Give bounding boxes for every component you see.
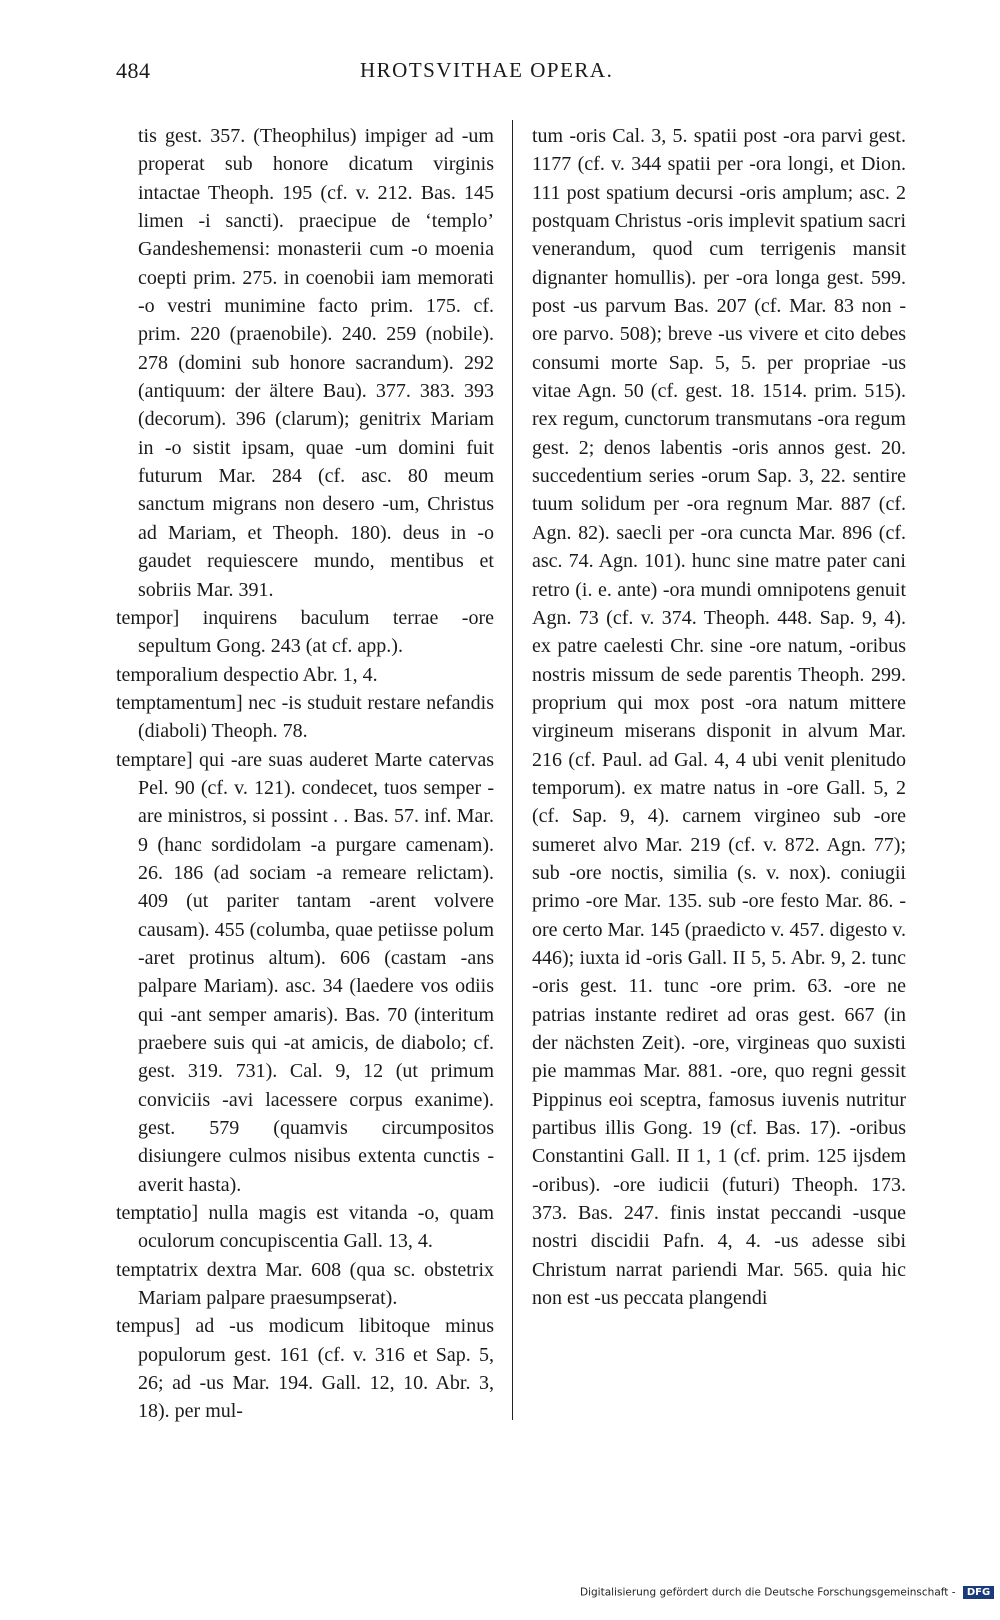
dfg-logo: DFG — [963, 1586, 994, 1599]
left-column — [116, 122, 494, 1432]
dictionary-entry: temporalium despectio Abr. 1, 4. — [116, 663, 378, 686]
column-divider — [512, 120, 513, 1420]
digitization-footer — [580, 1586, 991, 1606]
footer-text: Digitalisierung gefördert durch die Deutsche Forschungsgemeinschaft - — [580, 1586, 956, 1599]
running-title: HROTSVITHAE OPERA. — [360, 58, 614, 82]
right-column — [532, 122, 906, 1432]
dictionary-entry: temptatrix dextra Mar. 608 (qua sc. obstetrix Mariam palpare praesumpserat). — [116, 1258, 494, 1310]
page-number: 484 — [116, 58, 151, 83]
dictionary-entry: temptare] qui -are suas auderet Marte catervas Pel. 90 (cf. v. 121). condecet, tuos semper -are ministros, si possint . . Bas. 57. inf. Mar. 9 (hanc sordidolam -a purgare camenam). 26. 186 (ad sociam -a remeare relictam). 409 (ut pariter tantam -arent volvere causam). 455 (columba, quae petiisse polum -aret protinus altum). 606 (castam -ans palpare Mariam). asc. 34 (laedere vos odiis qui -ant semper amaris). Bas. 70 (interitum praebere suis qui -at amicis, de diabolo; cf. gest. 319. 731). Cal. 9, 12 (ut primum conviciis -avi lacessere corpus exanime). gest. 579 (quamvis circumpositos disiungere culmos nisibus extenta cunctis -averit hasta). — [116, 748, 494, 1196]
dictionary-entry: tis gest. 357. (Theophilus) impiger ad -um properat sub honore dicatum virginis intactae Theoph. 195 (cf. v. 212. Bas. 145 limen -i sancti). praecipue de ‘templo’ Gandeshemensi: monasterii cum -o moenia coepti prim. 275. in coenobii iam memorati -o vestri munimine facto prim. 175. cf. prim. 220 (praenobile). 240. 259 (nobile). 278 (domini sub honore sacrandum). 292 (antiquum: der ältere Bau). 377. 383. 393 (decorum). 396 (clarum); genitrix Mariam in -o sistit ipsam, quae -um domini fuit futurum Mar. 284 (cf. asc. 80 meum sanctum migrans non desero -um, Christus ad Mariam, et Theoph. 180). deus in -o gaudet requiescere mundo, mentibus et sobriis Mar. 391. — [138, 125, 494, 601]
dictionary-entry: tum -oris Cal. 3, 5. spatii post -ora parvi gest. 1177 (cf. v. 344 spatii per -ora longi, et Dion. 111 post spatium decursi -oris amplum; asc. 2 postquam Christus -oris implevit spatium sacri venerandum, quod cum terrigenis mansit dignanter homullis). per -ora longa gest. 599. post -us parvum Bas. 207 (cf. Mar. 83 non -ore parvo. 508); breve -us vivere et cito debes consumi morte Sap. 5, 5. per propriae -us vitae Agn. 50 (cf. gest. 18. 1514. prim. 515). rex regum, cunctorum transmutans -ora regum gest. 2; denos labentis -oris annos gest. 20. succedentium series -orum Sap. 3, 22. sentire tuum solidum per -ora regnum Mar. 887 (cf. Agn. 82). saecli per -ora cuncta Mar. 896 (cf. asc. 74. Agn. 101). hunc sine matre pater cani retro (i. e. ante) -ora mundi omnipotens genuit Agn. 73 (cf. v. 374. Theoph. 448. Sap. 9, 4). ex patre caelesti Chr. sine -ore natum, -oribus nostris missum de sede parentis Theoph. 299. proprium qui mox post -ora natum mittere virgineum miserans disponit in alvum Mar. 216 (cf. Paul. ad Gal. 4, 4 ubi venit plenitudo temporum). ex matre natus in -ore Gall. 5, 2 (cf. Sap. 9, 4). carnem virgineo sub -ore sumeret alvo Mar. 219 (cf. v. 872. Agn. 77); sub -ore noctis, similia (s. v. nox). coniugii primo -ore Mar. 135. sub -ore festo Mar. 86. -ore certo Mar. 145 (praedicto v. 457. digesto v. 446); iuxta id -oris Gall. II 5, 5. Abr. 9, 2. tunc -oris gest. 11. tunc -ore prim. 63. -ore ne patrias instante rediret ad oras gest. 667 (in der nächsten Zeit). -ore, virgineas quo suxisti pie mammas Mar. 881. -ore, quo regni gessit Pippinus eoi sceptra, famosus iuvenis nutritur partibus illis Gong. 19 (cf. Bas. 17). -oribus Constantini Gall. II 1, 1 (cf. prim. 125 ijsdem -oribus). -ore iudicii (futuri) Theoph. 173. 373. Bas. 247. finis instat peccandi -usque nostri discidii Pafn. 4, 4. -us adesse sibi Christum narrat pariendi Mar. 565. quia hic non est -us peccata plangendi — [532, 125, 906, 1310]
dictionary-entry: tempor] inquirens baculum terrae -ore sepultum Gong. 243 (at cf. app.). — [116, 606, 494, 658]
page-header — [0, 58, 1000, 94]
dictionary-entry: temptatio] nulla magis est vitanda -o, quam oculorum concupiscentia Gall. 13, 4. — [116, 1202, 494, 1253]
dictionary-entry: tempus] ad -us modicum libitoque minus populorum gest. 161 (cf. v. 316 et Sap. 5, 26; ad -us Mar. 194. Gall. 12, 10. Abr. 3, 18). per mul- — [116, 1315, 494, 1423]
dictionary-entry: temptamentum] nec -is studuit restare nefandis (diaboli) Theoph. 78. — [116, 691, 494, 743]
